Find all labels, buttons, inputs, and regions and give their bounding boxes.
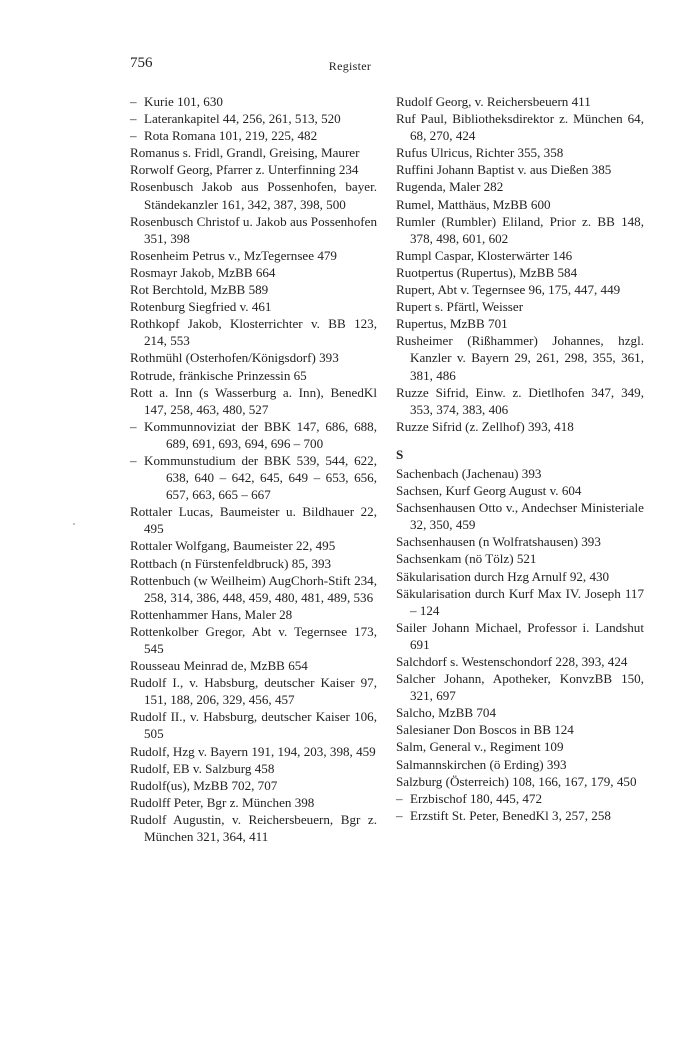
running-head: Register bbox=[328, 59, 372, 73]
index-entry: Rottaler Lucas, Baumeister u. Bildhauer 22, 495 bbox=[130, 504, 377, 537]
index-entry: Sailer Johann Michael, Professor i. Landshut 691 bbox=[396, 619, 644, 652]
index-entry: Rumel, Matthäus, MzBB 600 bbox=[396, 196, 551, 212]
index-entry: Rudolf, Hzg v. Bayern 191, 194, 203, 398, 459 bbox=[130, 743, 376, 759]
margin-speck bbox=[73, 523, 75, 525]
index-entry: Rumpl Caspar, Klosterwärter 146 bbox=[396, 247, 573, 263]
index-entry: Salcher Johann, Apotheker, KonvzBB 150, 321, 697 bbox=[396, 671, 644, 704]
index-column-right bbox=[396, 93, 644, 824]
index-entry: Rudolf, EB v. Salzburg 458 bbox=[130, 760, 275, 776]
index-entry: Rudolf II., v. Habsburg, deutscher Kaiser 106, 505 bbox=[130, 709, 377, 742]
index-subentry: – Kommunstudium der BBK 539, 544, 622, 638, 640 – 642, 645, 649 – 653, 656, 657, 663, 665 – 667 bbox=[130, 452, 377, 503]
index-entry: Rotrude, fränkische Prinzessin 65 bbox=[130, 367, 307, 383]
page-header bbox=[130, 55, 570, 75]
index-entry: Ruotpertus (Rupertus), MzBB 584 bbox=[396, 264, 578, 280]
index-entry: Sachsen, Kurf Georg August v. 604 bbox=[396, 483, 582, 499]
index-entry: Rupert, Abt v. Tegernsee 96, 175, 447, 449 bbox=[396, 282, 621, 298]
index-entry: Sachenbach (Jachenau) 393 bbox=[396, 465, 542, 481]
index-entry: Salesianer Don Boscos in BB 124 bbox=[396, 722, 574, 738]
index-entry: Rudolf Augustin, v. Reichersbeuern, Bgr z. München 321, 364, 411 bbox=[130, 811, 377, 845]
index-entry: Ruffini Johann Baptist v. aus Dießen 385 bbox=[396, 162, 612, 178]
index-entry: Sachsenkam (nö Tölz) 521 bbox=[396, 551, 537, 567]
index-subentry: – Erzstift St. Peter, BenedKl 3, 257, 258 bbox=[396, 807, 644, 824]
index-entry: Rosmayr Jakob, MzBB 664 bbox=[130, 264, 276, 280]
index-entry: Sachsenhausen Otto v., Andechser Ministeriale 32, 350, 459 bbox=[396, 500, 644, 533]
index-entry: Ruzze Sifrid (z. Zellhof) 393, 418 bbox=[396, 418, 574, 434]
index-entry: Rufus Ulricus, Richter 355, 358 bbox=[396, 145, 564, 161]
index-entry: Rottenkolber Gregor, Abt v. Tegernsee 173, 545 bbox=[130, 623, 377, 656]
index-entry: Säkularisation durch Kurf Max IV. Joseph 117 – 124 bbox=[396, 585, 644, 618]
index-entry: Säkularisation durch Hzg Arnulf 92, 430 bbox=[396, 568, 610, 584]
index-entry: Ruzze Sifrid, Einw. z. Dietlhofen 347, 349, 353, 374, 383, 406 bbox=[396, 384, 644, 417]
index-entry: Rosenbusch Christof u. Jakob aus Possenhofen 351, 398 bbox=[130, 213, 377, 246]
index-entry: Rosenheim Petrus v., MzTegernsee 479 bbox=[130, 247, 337, 263]
index-entry: Rottaler Wolfgang, Baumeister 22, 495 bbox=[130, 538, 336, 554]
index-entry: Rudolff Peter, Bgr z. München 398 bbox=[130, 794, 315, 810]
index-entry: Ruf Paul, Bibliotheksdirektor z. München 64, 68, 270, 424 bbox=[396, 111, 644, 144]
index-entry: Rottenbuch (w Weilheim) AugChorh-Stift 234, 258, 314, 386, 448, 459, 480, 481, 489, 536 bbox=[130, 572, 377, 605]
index-column-left bbox=[130, 93, 377, 845]
index-entry: Rudolf(us), MzBB 702, 707 bbox=[130, 777, 278, 793]
index-entry: Rugenda, Maler 282 bbox=[396, 179, 504, 195]
index-entry: Rumler (Rumbler) Eliland, Prior z. BB 148, 378, 498, 601, 602 bbox=[396, 213, 644, 246]
index-subentry: – Kommunnoviziat der BBK 147, 686, 688, 689, 691, 693, 694, 696 – 700 bbox=[130, 418, 377, 452]
index-subentry: – Laterankapitel 44, 256, 261, 513, 520 bbox=[130, 110, 377, 127]
page-number: 756 bbox=[130, 55, 153, 71]
index-entry: Rusheimer (Rißhammer) Johannes, hzgl. Kanzler v. Bayern 29, 261, 298, 355, 361, 381, 486 bbox=[396, 333, 644, 383]
index-entry: Romanus s. Fridl, Grandl, Greising, Maurer bbox=[130, 145, 360, 161]
section-letter: S bbox=[396, 446, 404, 462]
index-entry: Salm, General v., Regiment 109 bbox=[396, 739, 564, 755]
index-entry: Rot Berchtold, MzBB 589 bbox=[130, 282, 269, 298]
index-entry: Rudolf Georg, v. Reichersbeuern 411 bbox=[396, 94, 591, 109]
index-entry: Rupert s. Pfärtl, Weisser bbox=[396, 299, 524, 315]
index-entry: Rottenhammer Hans, Maler 28 bbox=[130, 606, 293, 622]
index-entry: Salzburg (Österreich) 108, 166, 167, 179, 450 bbox=[396, 773, 637, 789]
index-entry: Rousseau Meinrad de, MzBB 654 bbox=[130, 658, 308, 674]
index-entry: Rotenburg Siegfried v. 461 bbox=[130, 299, 272, 315]
index-entry: Rorwolf Georg, Pfarrer z. Unterfinning 234 bbox=[130, 162, 359, 178]
index-entry: Rottbach (n Fürstenfeldbruck) 85, 393 bbox=[130, 555, 332, 571]
index-entry: Rupertus, MzBB 701 bbox=[396, 316, 508, 332]
index-entry: Salmannskirchen (ö Erding) 393 bbox=[396, 756, 567, 772]
index-subentry: – Kurie 101, 630 bbox=[130, 93, 377, 110]
index-entry: Salchdorf s. Westenschondorf 228, 393, 424 bbox=[396, 654, 628, 669]
index-entry: Rudolf I., v. Habsburg, deutscher Kaiser 97, 151, 188, 206, 329, 456, 457 bbox=[130, 675, 377, 708]
index-entry: Rothmühl (Osterhofen/Königsdorf) 393 bbox=[130, 350, 339, 366]
index-entry: Rosenbusch Jakob aus Possenhofen, bayer. Ständekanzler 161, 342, 387, 398, 500 bbox=[130, 179, 377, 212]
index-subentry: – Rota Romana 101, 219, 225, 482 bbox=[130, 127, 377, 144]
index-entry: Rott a. Inn (s Wasserburg a. Inn), BenedKl 147, 258, 463, 480, 527 bbox=[130, 384, 377, 417]
index-entry: Rothkopf Jakob, Klosterrichter v. BB 123, 214, 553 bbox=[130, 316, 377, 349]
index-entry: Sachsenhausen (n Wolfratshausen) 393 bbox=[396, 534, 601, 550]
index-subentry: – Erzbischof 180, 445, 472 bbox=[396, 790, 644, 807]
index-entry: Salcho, MzBB 704 bbox=[396, 705, 497, 721]
